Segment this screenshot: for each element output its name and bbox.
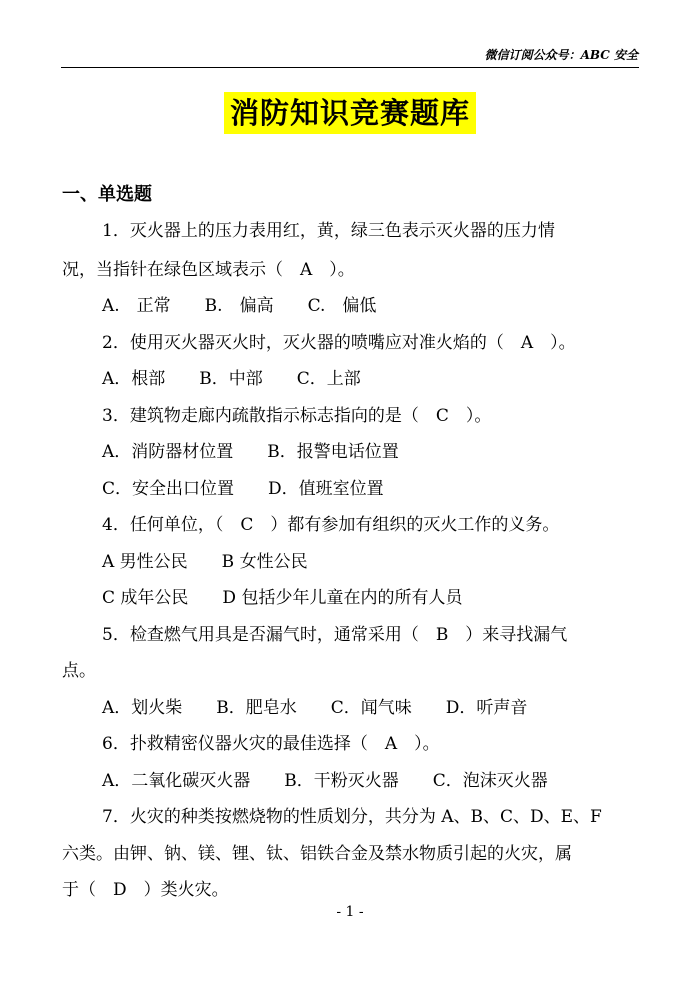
option-line: A．消防器材位置 B．报警电话位置 [102, 442, 399, 462]
header-text: 微信订阅公众号：ABC 安全 [484, 48, 638, 62]
question-line: 于（ D ）类火灾。 [62, 880, 229, 900]
header-rule [61, 67, 639, 68]
question-line: 5．检查燃气用具是否漏气时，通常采用（ B ）来寻找漏气 [102, 625, 568, 645]
question-line: 6．扑救精密仪器火灾的最佳选择（ A ）。 [102, 734, 440, 754]
option-line: A. 正常 B. 偏高 C. 偏低 [102, 296, 377, 316]
page-number: - 1 - [336, 904, 364, 920]
option-line: A 男性公民 B 女性公民 [102, 552, 308, 572]
section-heading: 一、单选题 [62, 184, 152, 205]
question-line: 2．使用灭火器灭火时，灭火器的喷嘴应对准火焰的（ A ）。 [102, 333, 576, 353]
option-line: A．划火柴 B．肥皂水 C．闻气味 D．听声音 [102, 698, 528, 718]
question-line: 况，当指针在绿色区域表示（ A ）。 [62, 260, 355, 280]
option-line: C．安全出口位置 D．值班室位置 [102, 479, 384, 499]
option-line: A．根部 B．中部 C．上部 [102, 369, 361, 389]
option-line: A．二氧化碳灭火器 B．干粉灭火器 C．泡沫灭火器 [102, 771, 548, 791]
question-line: 点。 [62, 661, 96, 681]
question-line: 3．建筑物走廊内疏散指示标志指向的是（ C ）。 [102, 406, 492, 426]
question-line: 7．火灾的种类按燃烧物的性质划分，共分为 A、B、C、D、E、F [102, 807, 602, 827]
question-line: 1．灭火器上的压力表用红，黄，绿三色表示灭火器的压力情 [102, 221, 555, 241]
page-title: 消防知识竞赛题库 [224, 92, 476, 134]
question-line: 六类。由钾、钠、镁、锂、钛、铝铁合金及禁水物质引起的火灾，属 [62, 844, 572, 864]
option-line: C 成年公民 D 包括少年儿童在内的所有人员 [102, 588, 463, 608]
question-line: 4．任何单位，（ C ）都有参加有组织的灭火工作的义务。 [102, 515, 560, 535]
title-container [0, 92, 700, 134]
